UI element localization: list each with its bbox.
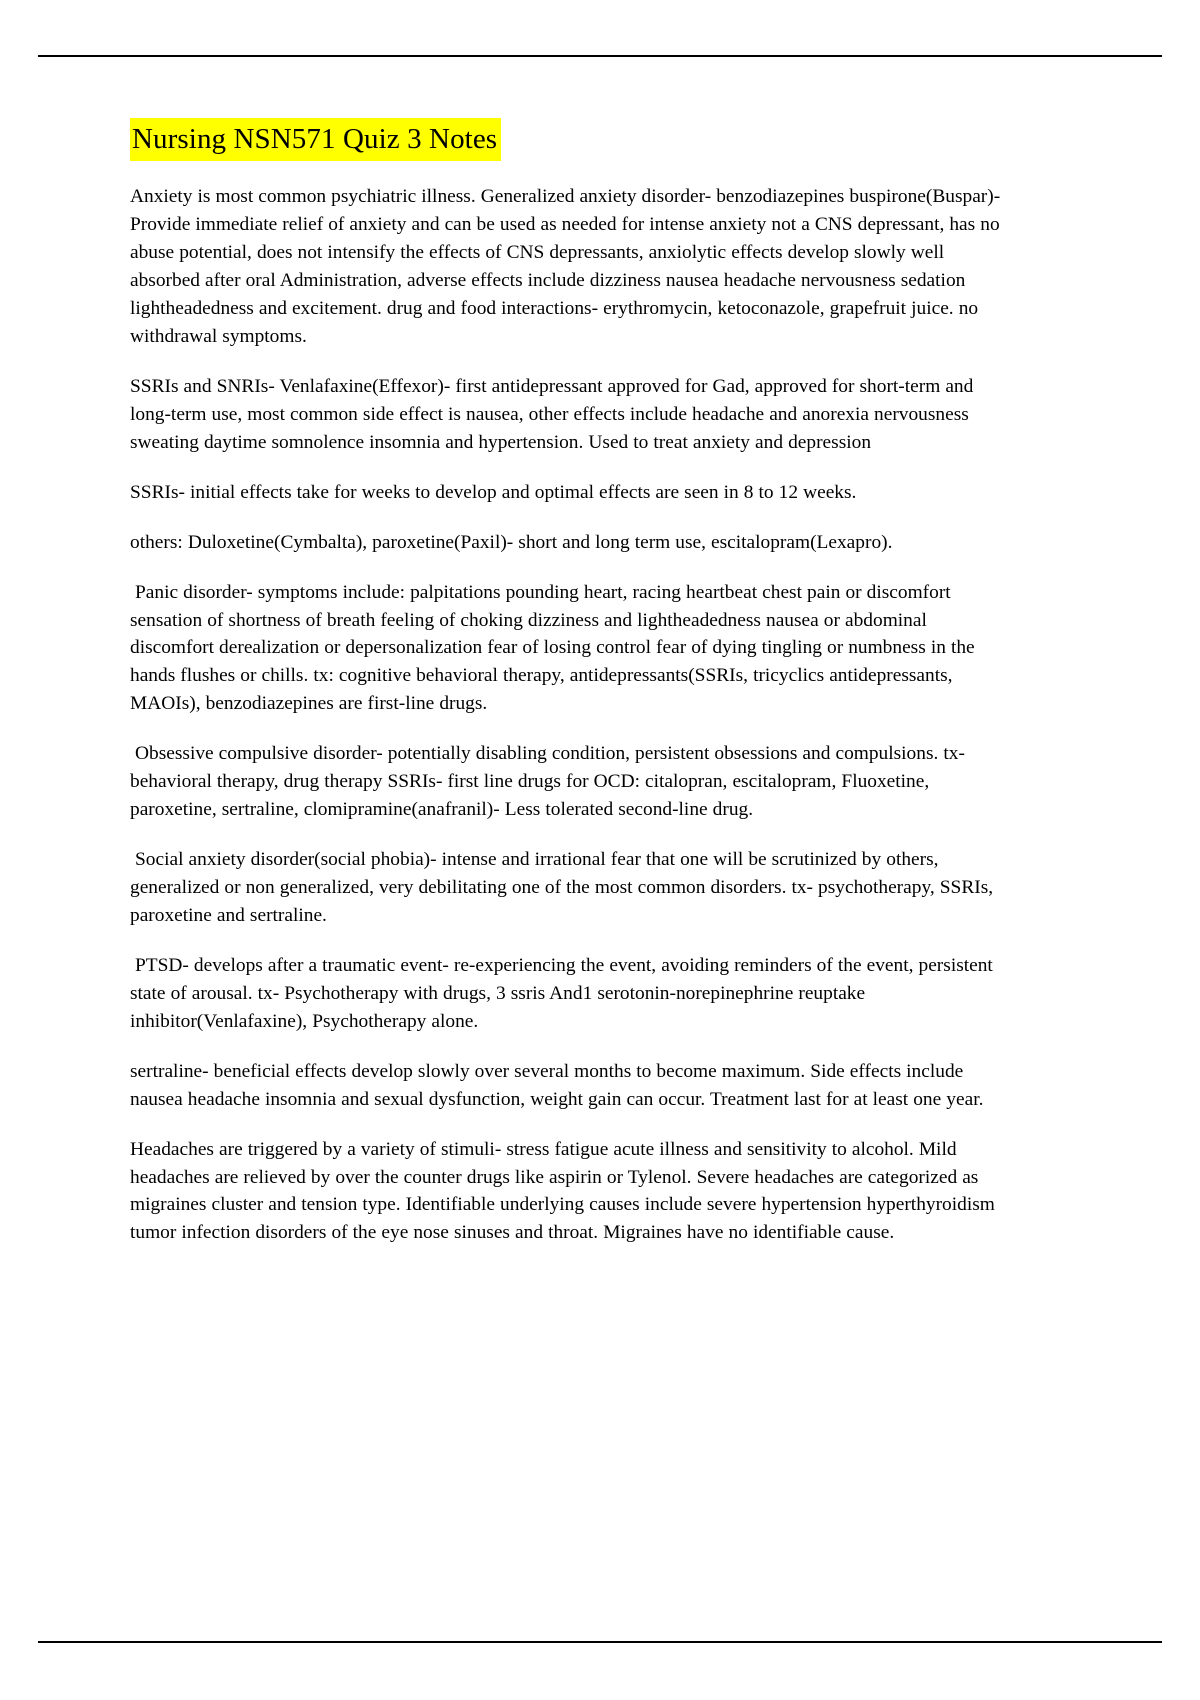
paragraph-ptsd: PTSD- develops after a traumatic event- re-experiencing the event, avoiding reminders of the event, persistent state of arousal. tx- Psychotherapy with drugs, 3 ssris And1 serotonin-norepinephrine reuptake inhibitor(Venlafaxine), Psychotherapy alone. [130,954,993,1032]
document-body [130,118,1010,1269]
page-top-rule [38,55,1162,57]
page-bottom-rule [38,1641,1162,1643]
paragraph-ssri-onset: SSRIs- initial effects take for weeks to develop and optimal effects are seen in 8 to 12 weeks. [130,481,857,503]
paragraph-panic-disorder: Panic disorder- symptoms include: palpitations pounding heart, racing heartbeat chest pain or discomfort sensation of shortness of breath feeling of choking dizziness and lightheadedness nausea or abdominal discomfort derealization or depersonalization fear of losing control fear of dying tingling or numbness in the hands flushes or chills. tx: cognitive behavioral therapy, antidepressants(SSRIs, tricyclics antidepressants, MAOIs), benzodiazepines are first-line drugs. [130,581,975,715]
page-title: Nursing NSN571 Quiz 3 Notes [130,118,501,161]
paragraph-social-anxiety: Social anxiety disorder(social phobia)- intense and irrational fear that one will be scrutinized by others, generalized or non generalized, very debilitating one of the most common disorders. tx- psychotherapy, SSRIs, paroxetine and sertraline. [130,849,994,926]
paragraph-anxiety: Anxiety is most common psychiatric illness. Generalized anxiety disorder- benzodiazepines buspirone(Buspar)- Provide immediate relief of anxiety and can be used as needed for intense anxiety not a CNS depressant, has no abuse potential, does not intensify the effects of CNS depressants, anxiolytic effects develop slowly well absorbed after oral Administration, adverse effects include dizziness nausea headache nervousness sedation lightheadedness and excitement. drug and food interactions- erythromycin, ketoconazole, grapefruit juice. no withdrawal symptoms. [130,186,1001,347]
paragraph-ocd: Obsessive compulsive disorder- potentially disabling condition, persistent obsessions and compulsions. tx- behavioral therapy, drug therapy SSRIs- first line drugs for OCD: citalopran, escitalopram, Fluoxetine, paroxetine, sertraline, clomipramine(anafranil)- Less tolerated second-line drug. [130,743,965,821]
paragraph-others: others: Duloxetine(Cymbalta), paroxetine(Paxil)- short and long term use, escitalopram(Lexapro). [130,531,893,553]
paragraph-headaches: Headaches are triggered by a variety of stimuli- stress fatigue acute illness and sensitivity to alcohol. Mild headaches are relieved by over the counter drugs like aspirin or Tylenol. Severe headaches are categorized as migraines cluster and tension type. Identifiable underlying causes include severe hypertension hyperthyroidism tumor infection disorders of the eye nose sinuses and throat. Migraines have no identifiable cause. [130,1138,995,1244]
paragraph-ssri-snri: SSRIs and SNRIs- Venlafaxine(Effexor)- first antidepressant approved for Gad, approved for short-term and long-term use, most common side effect is nausea, other effects include headache and anorexia nervousness sweating daytime somnolence insomnia and hypertension. Used to treat anxiety and depression [130,375,974,453]
paragraph-sertraline: sertraline- beneficial effects develop slowly over several months to become maximum. Side effects include nausea headache insomnia and sexual dysfunction, weight gain can occur. Treatment last for at least one year. [130,1060,984,1110]
